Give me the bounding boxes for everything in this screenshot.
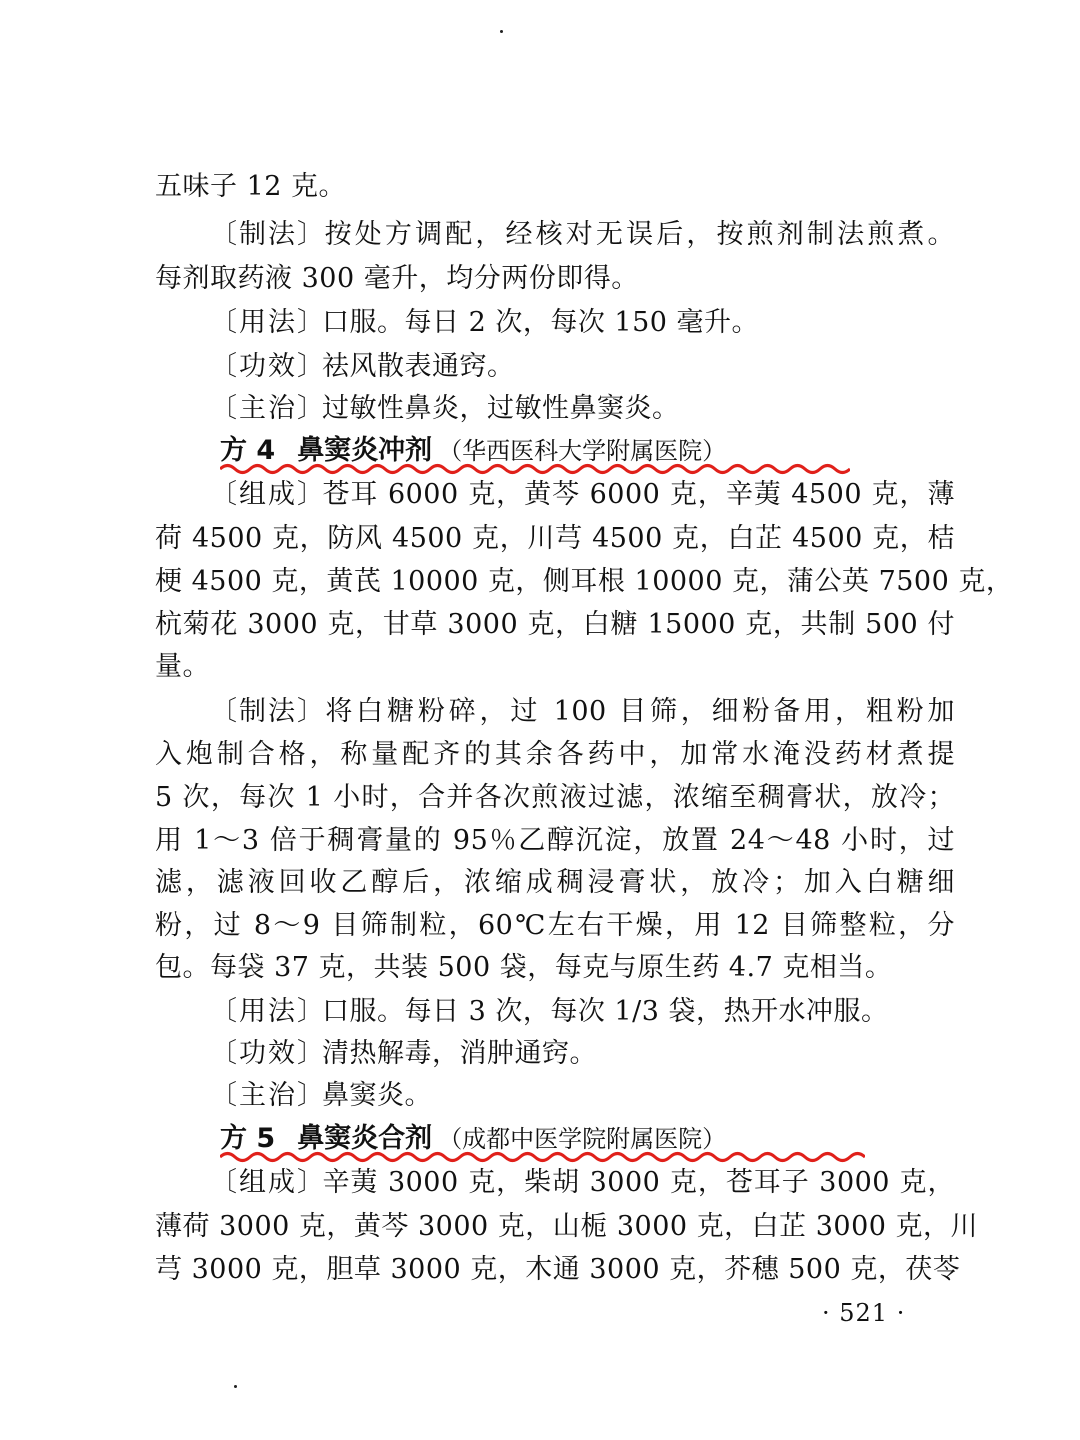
yongfa-tag: 〔用法〕 [210, 307, 326, 338]
zucheng-line [210, 478, 955, 512]
scan-speck [500, 30, 503, 33]
gongxiao-line [210, 350, 955, 384]
zhifa-line [210, 218, 955, 252]
zhifa-tag: 〔制法〕 [210, 219, 326, 250]
yongfa-text: 口服。每日 2 次，每次 150 毫升。 [322, 307, 760, 338]
text-line: 包。每袋 37 克，共装 500 袋，每克与原生药 4.7 克相当。 [155, 952, 893, 983]
gongxiao-text: 清热解毒，消肿通窍。 [322, 1038, 597, 1069]
formula-name: 鼻窦炎冲剂 [297, 435, 433, 466]
text-line: 每剂取药液 300 毫升，均分两份即得。 [155, 263, 639, 294]
page-number: · 521 · [822, 1299, 906, 1327]
zhuzhi-text: 鼻窦炎。 [322, 1080, 432, 1111]
zucheng-tag: 〔组成〕 [210, 479, 326, 510]
zhuzhi-text: 过敏性鼻炎，过敏性鼻窦炎。 [322, 393, 680, 424]
formula-source: （成都中医学院附属医院） [438, 1125, 727, 1153]
text-line: 薄荷 3000 克，黄芩 3000 克，山栀 3000 克，白芷 3000 克，川 [155, 1211, 979, 1242]
formula-source: （华西医科大学附属医院） [438, 437, 727, 465]
red-wavy-underline [220, 1150, 865, 1164]
text-line: 量。 [155, 651, 210, 682]
zhifa-text: 按处方调配，经核对无误后，按煎剂制法煎煮。 [322, 219, 955, 250]
text-line: 杭菊花 3000 克，甘草 3000 克，白糖 15000 克，共制 500 付 [155, 609, 955, 640]
text-line: 用 1～3 倍于稠膏量的 95％乙醇沉淀，放置 24～48 小时，过 [155, 825, 955, 856]
text-line: 粉，过 8～9 目筛制粒，60℃左右干燥，用 12 目筛整粒，分 [155, 910, 955, 941]
zhifa-line [210, 695, 955, 729]
zucheng-line [210, 1166, 955, 1200]
gongxiao-tag: 〔功效〕 [210, 1038, 326, 1069]
zhuzhi-line [210, 392, 955, 426]
yongfa-tag: 〔用法〕 [210, 996, 326, 1027]
text-line: 梗 4500 克，黄芪 10000 克，侧耳根 10000 克，蒲公英 7500 克， [155, 566, 1014, 597]
text-line: 滤，滤液回收乙醇后，浓缩成稠浸膏状，放冷；加入白糖细 [155, 867, 955, 898]
formula-number: 方 5 [220, 1123, 276, 1154]
zhifa-tag: 〔制法〕 [210, 696, 326, 727]
text-line: 五味子 12 克。 [155, 171, 347, 202]
zucheng-text: 辛荑 3000 克，柴胡 3000 克，苍耳子 3000 克， [322, 1167, 955, 1198]
gongxiao-tag: 〔功效〕 [210, 351, 326, 382]
zhuzhi-line [210, 1079, 955, 1113]
zucheng-tag: 〔组成〕 [210, 1167, 326, 1198]
yongfa-text: 口服。每日 3 次，每次 1/3 袋，热开水冲服。 [322, 996, 889, 1027]
formula-name: 鼻窦炎合剂 [297, 1123, 433, 1154]
text-line: 荷 4500 克，防风 4500 克，川芎 4500 克，白芷 4500 克，桔 [155, 523, 955, 554]
zucheng-text: 苍耳 6000 克，黄芩 6000 克，辛荑 4500 克，薄 [322, 479, 955, 510]
scan-speck [234, 1385, 237, 1388]
zhuzhi-tag: 〔主治〕 [210, 1080, 326, 1111]
zhifa-text: 将白糖粉碎，过 100 目筛，细粉备用，粗粉加 [322, 696, 955, 727]
red-wavy-underline [220, 462, 850, 476]
formula-number: 方 4 [220, 435, 276, 466]
gongxiao-text: 祛风散表通窍。 [322, 351, 515, 382]
gongxiao-line [210, 1037, 955, 1071]
yongfa-line [210, 306, 955, 340]
text-line: 入炮制合格，称量配齐的其余各药中，加常水淹没药材煮提 [155, 739, 955, 770]
zhuzhi-tag: 〔主治〕 [210, 393, 326, 424]
yongfa-line [210, 995, 955, 1029]
text-line: 5 次，每次 1 小时，合并各次煎液过滤，浓缩至稠膏状，放冷； [155, 782, 955, 813]
text-line: 芎 3000 克，胆草 3000 克，木通 3000 克，芥穗 500 克，茯苓 [155, 1254, 961, 1285]
